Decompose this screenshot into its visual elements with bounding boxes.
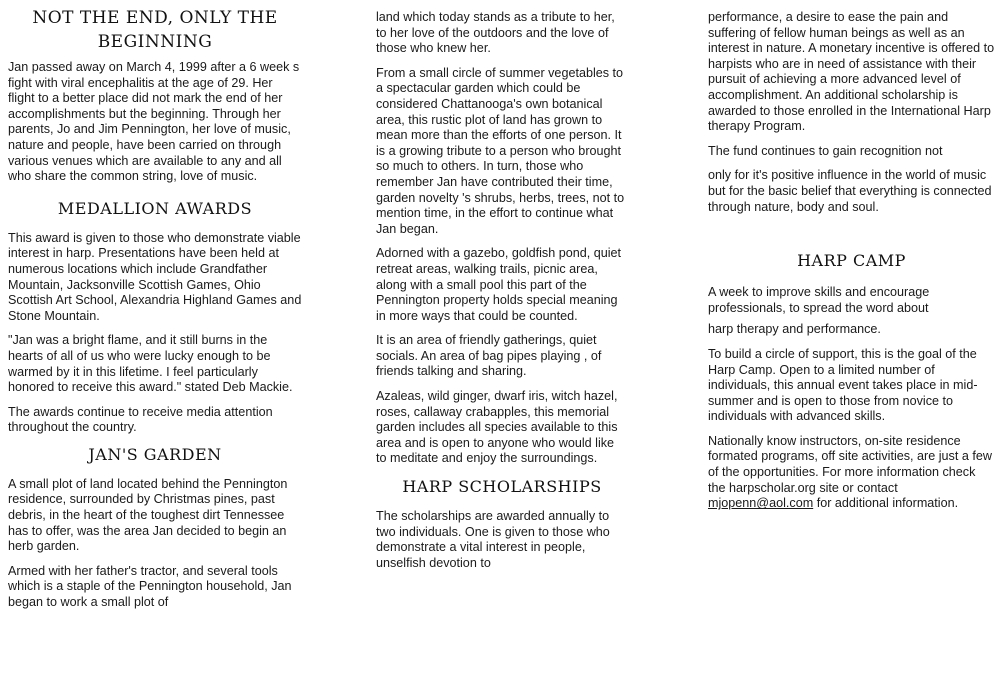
intro-paragraph: Jan passed away on March 4, 1999 after a 6 week s fight with viral encephalitis at the age of 29. Her flight to a better place did not mark the end of her accomplishments but the beginning. Through her parents, Jo and Jim Pennington, her love of music, nature and people, have been carried on through various venues which are available to any and all who share the common string, love of music.: [8, 60, 300, 184]
scholarships-paragraph: The scholarships are awarded annually to two individuals. One is given to those who demonstrate a vital interest in people, unselfish devotion to: [376, 509, 610, 570]
column-right: [708, 10, 995, 521]
medallion-paragraph: This award is given to those who demonstrate viable interest in harp. Presentations have been held at numerous locations which include Grandfather Mountain, Jacksonville Scottish Games, Ohio Scottish Art School, Alexandria Highland Games and Stone Mountain.: [8, 230, 302, 323]
camp-goal-paragraph: To build a circle of support, this is the goal of the Harp Camp. Open to a limited number of individuals, this annual event takes place in mid-summer and is open to those from novice to individuals with advanced skills.: [708, 346, 978, 424]
garden-species-paragraph: Azaleas, wild ginger, dwarf iris, witch hazel, roses, callaway crabapples, this memorial garden includes all species available to this area and is open to anyone who would like to meditate and enjoy the surroundings.: [376, 389, 618, 466]
column-left: [8, 0, 302, 620]
scholarships-continued-paragraph: performance, a desire to ease the pain and suffering of fellow human beings as well as an interest in nature. A monetary incentive is offered to harpists who are in need of assistance with their pursuit of achieving a more advanced level of accomplishment. An additional scholarship is awarded to those enrolled in the International Harp therapy Program.: [708, 10, 995, 134]
garden-paragraph-1: A small plot of land located behind the Pennington residence, surrounded by Christmas pines, past debris, in the heart of the toughest dirt Tennessee has to offer, was the area Jan decided to begin an herb garden.: [8, 476, 288, 554]
fund-recognition-paragraph: The fund continues to gain recognition not: [708, 143, 943, 158]
fund-influence-paragraph: only for it's positive influence in the world of music but for the basic belief that everything is connected through nature, body and soul.: [708, 168, 992, 214]
garden-features-paragraph: Adorned with a gazebo, goldfish pond, quiet retreat areas, walking trails, picnic area, along with a small pool this part of the Pennington property holds special meaning in more ways that could be counted.: [376, 246, 622, 323]
column-middle: [376, 10, 628, 580]
garden-paragraph-2: Armed with her father's tractor, and several tools which is a staple of the Pennington household, Jan began to work a small plot of: [8, 563, 292, 610]
camp-info-text: Nationally know instructors, on-site residence formated programs, off site activities, are just a few of the opportunities. For more information check the harpscholar.org site or contact: [708, 433, 992, 495]
contact-email-link[interactable]: mjopenn@aol.com: [708, 496, 814, 511]
garden-growth-paragraph: From a small circle of summer vegetables to a spectacular garden which could be considered Chattanooga's own botanical area, this rustic plot of land has grown to mean more than the efforts of one person. It is a growing tribute to a person who brought so much to others. In turn, those who remember Jan have contributed their time, garden novelty 's shrubs, herbs, trees, not to mention time, in the effort to continue what Jan began.: [376, 65, 625, 236]
medallion-quote: "Jan was a bright flame, and it still burns in the hearts of all of us who were lucky enough to be warmed by it in this lifetime. I feel particularly honored to receive this award." stated Deb Mackie.: [8, 333, 293, 395]
camp-info-text-end: for additional information.: [813, 496, 959, 511]
camp-info-paragraph: [708, 434, 995, 512]
garden-continued-paragraph: land which today stands as a tribute to her, to her love of the outdoors and the love of those who knew her.: [376, 10, 615, 56]
medallion-media-paragraph: The awards continue to receive media attention throughout the country.: [8, 404, 273, 435]
camp-topic-paragraph: harp therapy and performance.: [708, 322, 881, 337]
camp-intro-paragraph: A week to improve skills and encourage professionals, to spread the word about: [708, 285, 930, 315]
heading-medallion-awards: MEDALLION AWARDS: [57, 198, 253, 218]
heading-not-the-end: NOT THE END, ONLY THE BEGINNING: [32, 8, 278, 52]
heading-jans-garden: JAN'S GARDEN: [88, 444, 222, 464]
heading-harp-scholarships: HARP SCHOLARSHIPS: [402, 477, 602, 497]
garden-gatherings-paragraph: It is an area of friendly gatherings, quiet socials. An area of bag pipes playing , of friends talking and sharing.: [376, 333, 602, 379]
heading-harp-camp: HARP CAMP: [797, 251, 906, 271]
